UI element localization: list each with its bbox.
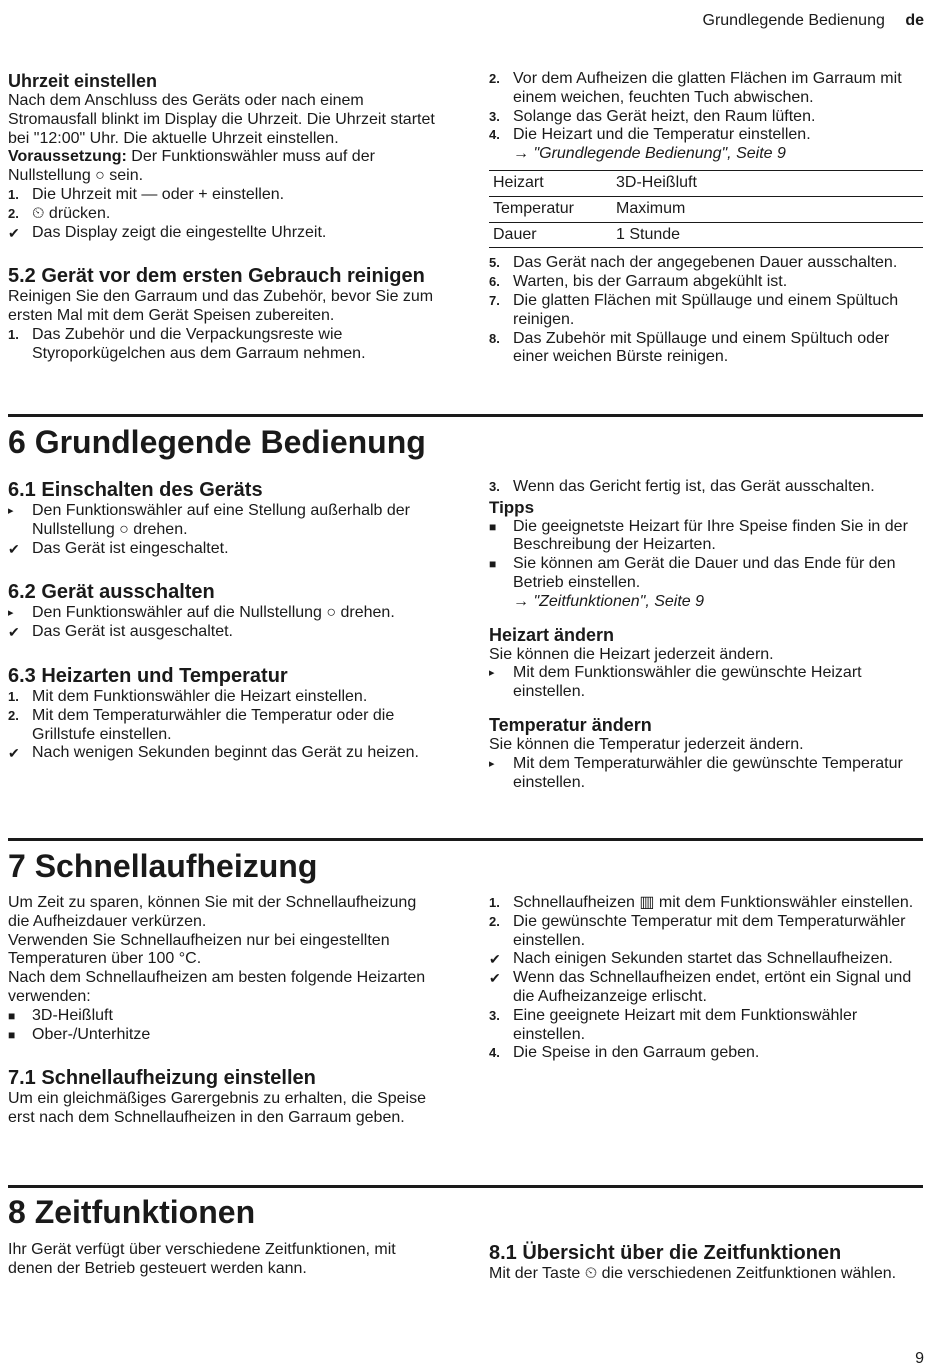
- step-text: Ober-/Unterhitze: [32, 1025, 151, 1043]
- s61-items: [8, 502, 440, 558]
- header-language: de: [905, 12, 924, 29]
- table-value: Maximum: [612, 196, 923, 222]
- step-marker: 1.: [8, 688, 19, 704]
- list-item: [8, 224, 440, 243]
- ch7-left-column: [8, 894, 440, 1128]
- chapter-divider: [8, 838, 923, 841]
- table-value: 3D-Heißluft: [612, 170, 923, 196]
- table-value: 1 Stunde: [612, 222, 923, 248]
- step-text: 3D-Heißluft: [32, 1006, 113, 1024]
- list-item: [489, 969, 921, 1007]
- table-row: [489, 222, 923, 248]
- step-text: ⏲ drücken.: [32, 204, 111, 222]
- list-item: [489, 273, 921, 292]
- ch7-steps: [489, 894, 921, 1063]
- list-item: [489, 478, 921, 497]
- cross-reference[interactable]: → "Grundlegende Bedienung", Seite 9: [513, 145, 786, 163]
- list-item: [8, 604, 440, 623]
- step-text: Die Speise in den Garraum geben.: [513, 1044, 760, 1062]
- step-text: Den Funktionswähler auf eine Stellung außerhalb der Nullstellung ○ drehen.: [32, 502, 411, 538]
- header-section: Grundlegende Bedienung: [702, 12, 885, 29]
- prereq-label: Voraussetzung:: [8, 148, 127, 166]
- list-item: [489, 913, 921, 951]
- list-item: [489, 108, 921, 127]
- step-text: Die glatten Flächen mit Spüllauge und einem Spültuch reinigen.: [513, 291, 899, 328]
- heating-modes-list: [8, 1007, 440, 1045]
- step-text: Die geeignetste Heizart für Ihre Speise finden Sie in der Beschreibung der Heizarten.: [513, 517, 908, 554]
- list-item: [8, 502, 440, 540]
- step-marker: 6.: [489, 274, 500, 290]
- list-item: [8, 326, 440, 364]
- step-marker: 1.: [8, 186, 19, 202]
- clock-prereq: [8, 148, 440, 186]
- page-number: 9: [915, 1350, 924, 1367]
- step-text: Wenn das Gericht fertig ist, das Gerät ausschalten.: [513, 478, 875, 495]
- table-row: [489, 170, 923, 196]
- step-text: Die Uhrzeit mit — oder + einstellen.: [32, 185, 285, 203]
- action-arrow-icon: ▸: [8, 607, 14, 620]
- ch7-intro-1: Um Zeit zu sparen, können Sie mit der Schnellaufheizung die Aufheizdauer verkürzen.: [8, 894, 417, 930]
- ch8-intro: Ihr Gerät verfügt über verschiedene Zeitfunktionen, mit denen der Betrieb gesteuert werden kann.: [8, 1241, 396, 1277]
- list-item: [8, 1026, 440, 1045]
- step-text: Die Heizart und die Temperatur einstellen.: [513, 126, 811, 144]
- step-text: Mit dem Funktionswähler die Heizart einstellen.: [32, 687, 368, 705]
- step-text: Das Gerät nach der angegebenen Dauer ausschalten.: [513, 254, 898, 272]
- clock-section: [8, 70, 440, 364]
- cross-reference[interactable]: → "Zeitfunktionen", Seite 9: [513, 592, 705, 610]
- s61-title: 6.1 Einschalten des Geräts: [8, 479, 263, 501]
- s63-title: 6.3 Heizarten und Temperatur: [8, 664, 288, 687]
- action-marker: ▸: [489, 667, 495, 680]
- list-item: [489, 755, 921, 793]
- check-icon: ✔: [8, 540, 20, 557]
- list-item: [8, 186, 440, 205]
- bullet-icon: ■: [8, 1027, 16, 1042]
- clock-title: Uhrzeit einstellen: [8, 71, 158, 91]
- list-item: [8, 707, 440, 745]
- step-marker: 2.: [489, 71, 500, 86]
- chapter-7-title: 7 Schnellaufheizung: [8, 848, 318, 884]
- list-item: [489, 70, 921, 108]
- list-item: [8, 744, 440, 763]
- table-key: Temperatur: [489, 196, 612, 222]
- prereq-text: Der Funktionswähler muss auf der Nullstellung ○ sein.: [8, 148, 375, 185]
- step-text: Den Funktionswähler auf die Nullstellung ○ drehen.: [32, 604, 395, 622]
- table-key: Heizart: [489, 170, 612, 196]
- tips-items: [489, 518, 921, 593]
- list-item: [489, 555, 921, 593]
- action-arrow-icon: ▸: [8, 505, 14, 517]
- chapter-6-title: 6 Grundlegende Bedienung: [8, 424, 426, 460]
- s62-title: 6.2 Gerät ausschalten: [8, 581, 215, 604]
- tips-title: Tipps: [489, 497, 535, 517]
- action-marker: ▸: [489, 757, 495, 770]
- list-item: [8, 623, 440, 642]
- step-marker: 3.: [489, 108, 500, 124]
- chapter-divider: [8, 414, 923, 417]
- ch6-left-column: [8, 478, 440, 763]
- clean-intro: Reinigen Sie den Garraum und das Zubehör, bevor Sie zum ersten Mal mit dem Gerät Speisen zubereiten.: [8, 288, 434, 325]
- step-marker: 5.: [489, 255, 500, 271]
- bullet-icon: ■: [8, 1008, 16, 1023]
- clean-title: 5.2 Gerät vor dem ersten Gebrauch reinigen: [8, 265, 425, 288]
- step-text: Das Zubehör mit Spüllauge und einem Spültuch oder einer weichen Bürste reinigen.: [513, 329, 890, 366]
- step-marker: 7.: [489, 292, 500, 308]
- s63-items: [8, 688, 440, 763]
- heizart-intro: Sie können die Heizart jederzeit ändern.: [489, 645, 774, 663]
- check-icon: ✔: [8, 224, 20, 241]
- list-item: [489, 254, 921, 273]
- ch6-right-column: [489, 478, 921, 792]
- ch7-right-column: [489, 894, 921, 1063]
- temp-intro: Sie können die Temperatur jederzeit ändern.: [489, 735, 804, 753]
- step-marker: 1.: [489, 895, 500, 910]
- step-text: Das Display zeigt die eingestellte Uhrzeit.: [32, 223, 327, 241]
- check-icon: ✔: [8, 624, 20, 641]
- step-marker: 3.: [489, 479, 500, 494]
- bullet-icon: ■: [489, 519, 497, 534]
- clock-intro: Nach dem Anschluss des Geräts oder nach einem Stromausfall blinkt im Display die Uhrzeit. Die Uhrzeit startet bei "12:00" Uhr. Die aktuelle Uhrzeit einstellen.: [8, 92, 435, 147]
- step-text: Nach einigen Sekunden startet das Schnellaufheizen.: [513, 950, 893, 968]
- ch8-left-column: [8, 1241, 440, 1279]
- list-item: [489, 330, 921, 368]
- step-marker: 3.: [489, 1007, 500, 1023]
- list-item: [8, 1007, 440, 1026]
- step-text: Solange das Gerät heizt, den Raum lüften.: [513, 107, 816, 125]
- list-item: [489, 292, 921, 330]
- table-key: Dauer: [489, 222, 612, 248]
- list-item: [489, 1007, 921, 1045]
- chapter-8-title: 8 Zeitfunktionen: [8, 1194, 256, 1230]
- list-item: [8, 205, 440, 224]
- heizart-title: Heizart ändern: [489, 624, 615, 645]
- step-text: Das Gerät ist eingeschaltet.: [32, 539, 229, 557]
- ch7-intro-2: Verwenden Sie Schnellaufheizen nur bei eingestellten Temperaturen über 100 °C.: [8, 931, 390, 968]
- step-text: Mit dem Temperaturwähler die Temperatur oder die Grillstufe einstellen.: [32, 706, 395, 743]
- settings-table: [489, 170, 923, 248]
- clean-steps-column: [489, 70, 921, 367]
- step-text: Das Gerät ist ausgeschaltet.: [32, 623, 233, 641]
- clean-steps-b: [489, 254, 921, 367]
- list-item: [489, 664, 921, 702]
- step-text: Warten, bis der Garraum abgekühlt ist.: [513, 273, 788, 291]
- running-header: [703, 12, 925, 30]
- check-icon: ✔: [8, 745, 20, 762]
- list-item: [489, 518, 921, 556]
- step-text: Mit dem Temperaturwähler die gewünschte Temperatur einstellen.: [513, 754, 903, 791]
- step-text: Die gewünschte Temperatur mit dem Temperaturwähler einstellen.: [513, 912, 906, 949]
- step-marker: 2.: [8, 205, 19, 221]
- temp-title: Temperatur ändern: [489, 714, 652, 735]
- s71-title: 7.1 Schnellaufheizung einstellen: [8, 1067, 316, 1090]
- s81-intro: Mit der Taste ⏲ die verschiedenen Zeitfunktionen wählen.: [489, 1265, 897, 1282]
- step-text: Mit dem Funktionswähler die gewünschte Heizart einstellen.: [513, 664, 862, 701]
- clean-steps-a: [489, 70, 921, 145]
- step-text: Eine geeignete Heizart mit dem Funktionswähler einstellen.: [513, 1006, 858, 1043]
- step-text: Vor dem Aufheizen die glatten Flächen im Garraum mit einem weichen, feuchten Tuch abwischen.: [513, 70, 902, 106]
- s71-intro: Um ein gleichmäßiges Garergebnis zu erhalten, die Speise erst nach dem Schnellaufheizen in den Garraum geben.: [8, 1090, 426, 1127]
- step-text: Nach wenigen Sekunden beginnt das Gerät zu heizen.: [32, 744, 419, 762]
- check-icon: ✔: [489, 951, 501, 968]
- step-marker: 8.: [489, 330, 500, 346]
- clock-steps: [8, 186, 440, 242]
- list-item: [489, 126, 921, 145]
- ch7-intro-3: Nach dem Schnellaufheizen am besten folgende Heizarten verwenden:: [8, 969, 426, 1005]
- list-item: [489, 950, 921, 969]
- list-item: [8, 540, 440, 559]
- step-marker: 4.: [489, 1045, 500, 1061]
- list-item: [489, 894, 921, 913]
- ch8-right-column: [489, 1241, 921, 1284]
- table-row: [489, 196, 923, 222]
- step-marker: 1.: [8, 326, 19, 342]
- list-item: [8, 688, 440, 707]
- step-text: Schnellaufheizen ▥ mit dem Funktionswähler einstellen.: [513, 894, 914, 911]
- s81-title: 8.1 Übersicht über die Zeitfunktionen: [489, 1242, 842, 1264]
- step-marker: 2.: [489, 913, 500, 929]
- step-text: Das Zubehör und die Verpackungsreste wie Styroporkügelchen aus dem Garraum nehmen.: [32, 325, 366, 362]
- step-marker: 2.: [8, 707, 19, 723]
- s62-items: [8, 604, 440, 642]
- list-item: [489, 1044, 921, 1063]
- chapter-divider: [8, 1185, 923, 1188]
- step-text: Wenn das Schnellaufheizen endet, ertönt ein Signal und die Aufheizanzeige erlischt.: [513, 969, 912, 1005]
- check-icon: ✔: [489, 970, 501, 987]
- step-marker: 4.: [489, 127, 500, 143]
- bullet-icon: ■: [489, 557, 497, 572]
- step-text: Sie können am Gerät die Dauer und das Ende für den Betrieb einstellen.: [513, 555, 896, 591]
